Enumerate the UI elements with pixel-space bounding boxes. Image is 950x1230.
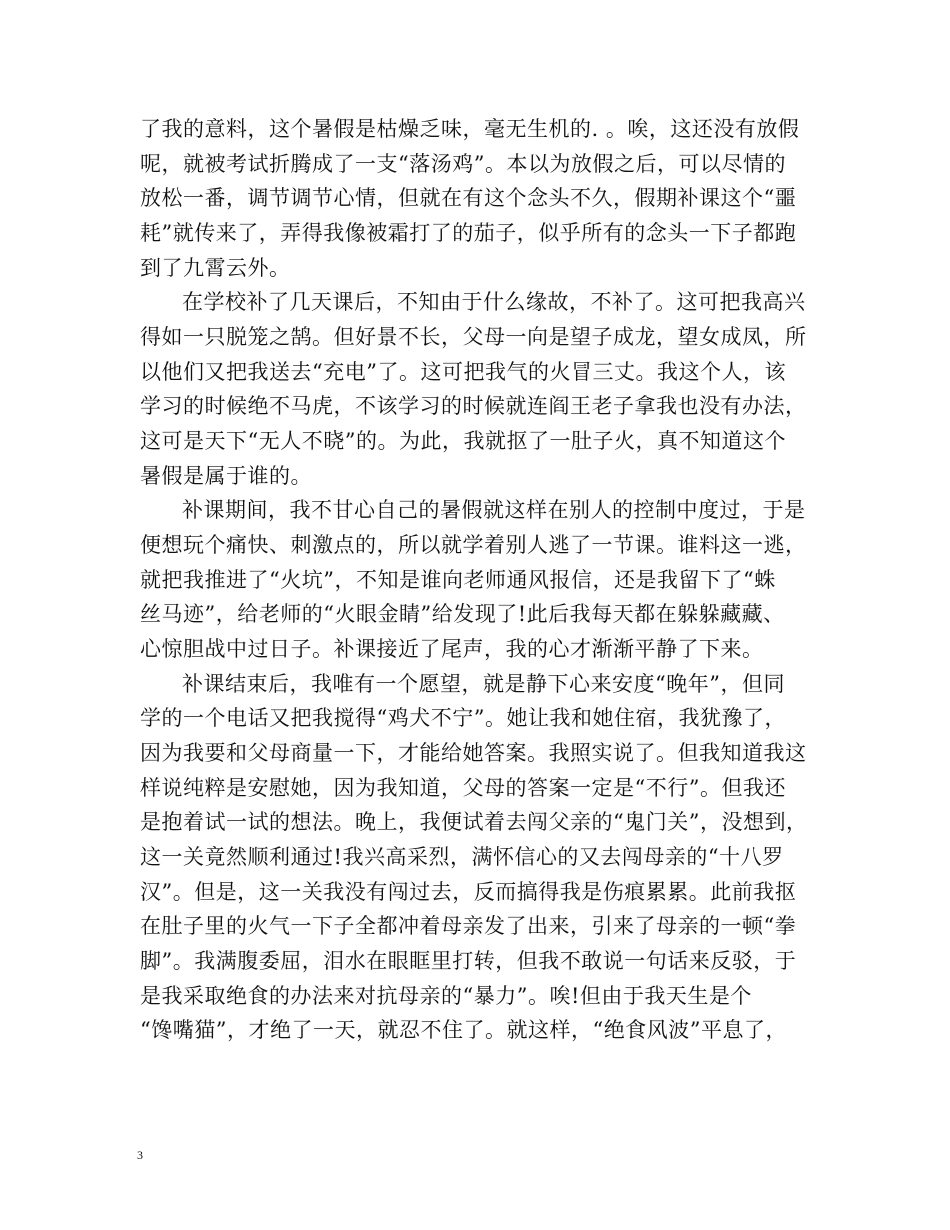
text-line: 心惊胆战中过日子。补课接近了尾声，我的心才渐渐平静了下来。 [140, 637, 764, 661]
text-line: 是抱着试一试的想法。晚上，我便试着去闯父亲的“鬼门关”，没想到， [140, 810, 808, 834]
paragraph-first-line: 补课结束后，我唯有一个愿望，就是静下心来安度“晚年”，但同 [182, 672, 785, 696]
text-line: 是我采取绝食的办法来对抗母亲的“暴力”。唉!但由于我天生是个 [140, 984, 752, 1008]
text-line: 了我的意料，这个暑假是枯燥乏味，毫无生机的. 。唉，这还没有放假 [140, 117, 800, 141]
text-line: 丝马迹”，给老师的“火眼金睛”给发现了!此后我每天都在躲躲藏藏、 [140, 602, 785, 626]
text-line: 耗”就传来了，弄得我像被霜打了的茄子，似乎所有的念头一下子都跑 [140, 221, 797, 245]
text-line: 这可是天下“无人不晓”的。为此，我就抠了一肚子火，真不知道这个 [140, 429, 786, 453]
text-line: 学习的时候绝不马虎，不该学习的时候就连阎王老子拿我也没有办法， [140, 394, 807, 418]
text-line: 这一关竟然顺利通过!我兴高采烈，满怀信心的又去闯母亲的“十八罗 [140, 845, 784, 869]
page-number: 3 [137, 1148, 143, 1162]
text-line: 以他们又把我送去“充电”了。这可把我气的火冒三丈。我这个人，该 [140, 360, 786, 384]
text-line: 脚”。我满腹委屈，泪水在眼眶里打转，但我不敢说一句话来反驳，于 [140, 949, 797, 973]
text-line: 便想玩个痛快、刺激点的，所以就学着别人逃了一节课。谁料这一逃， [140, 533, 807, 557]
text-line: 因为我要和父母商量一下，才能给她答案。我照实说了。但我知道我这 [140, 741, 807, 765]
text-line: 学的一个电话又把我搅得“鸡犬不宁”。她让我和她住宿，我犹豫了， [140, 706, 786, 730]
text-line: “馋嘴猫”，才绝了一天，就忍不住了。就这样，“绝食风波”平息了， [140, 1018, 787, 1042]
text-line: 样说纯粹是安慰她，因为我知道，父母的答案一定是“不行”。但我还 [140, 776, 786, 800]
text-line: 在肚子里的火气一下子全都冲着母亲发了出来，引来了母亲的一顿“拳 [140, 914, 797, 938]
text-line: 呢，就被考试折腾成了一支“落汤鸡”。本以为放假之后，可以尽情的 [140, 152, 786, 176]
text-line: 暑假是属于谁的。 [140, 464, 312, 488]
paragraph-first-line: 在学校补了几天课后，不知由于什么缘故，不补了。这可把我高兴 [182, 290, 806, 314]
text-line: 到了九霄云外。 [140, 256, 291, 280]
paragraph-first-line: 补课期间，我不甘心自己的暑假就这样在别人的控制中度过，于是 [182, 498, 806, 522]
text-line: 得如一只脱笼之鹄。但好景不长，父母一向是望子成龙，望女成凤，所 [140, 325, 807, 349]
text-line: 放松一番，调节调节心情，但就在有这个念头不久，假期补课这个“噩 [140, 186, 797, 210]
text-line: 汉”。但是，这一关我没有闯过去，反而搞得我是伤痕累累。此前我抠 [140, 880, 797, 904]
text-line: 就把我推进了“火坑”，不知是谁向老师通风报信，还是我留下了“蛛 [140, 568, 776, 592]
